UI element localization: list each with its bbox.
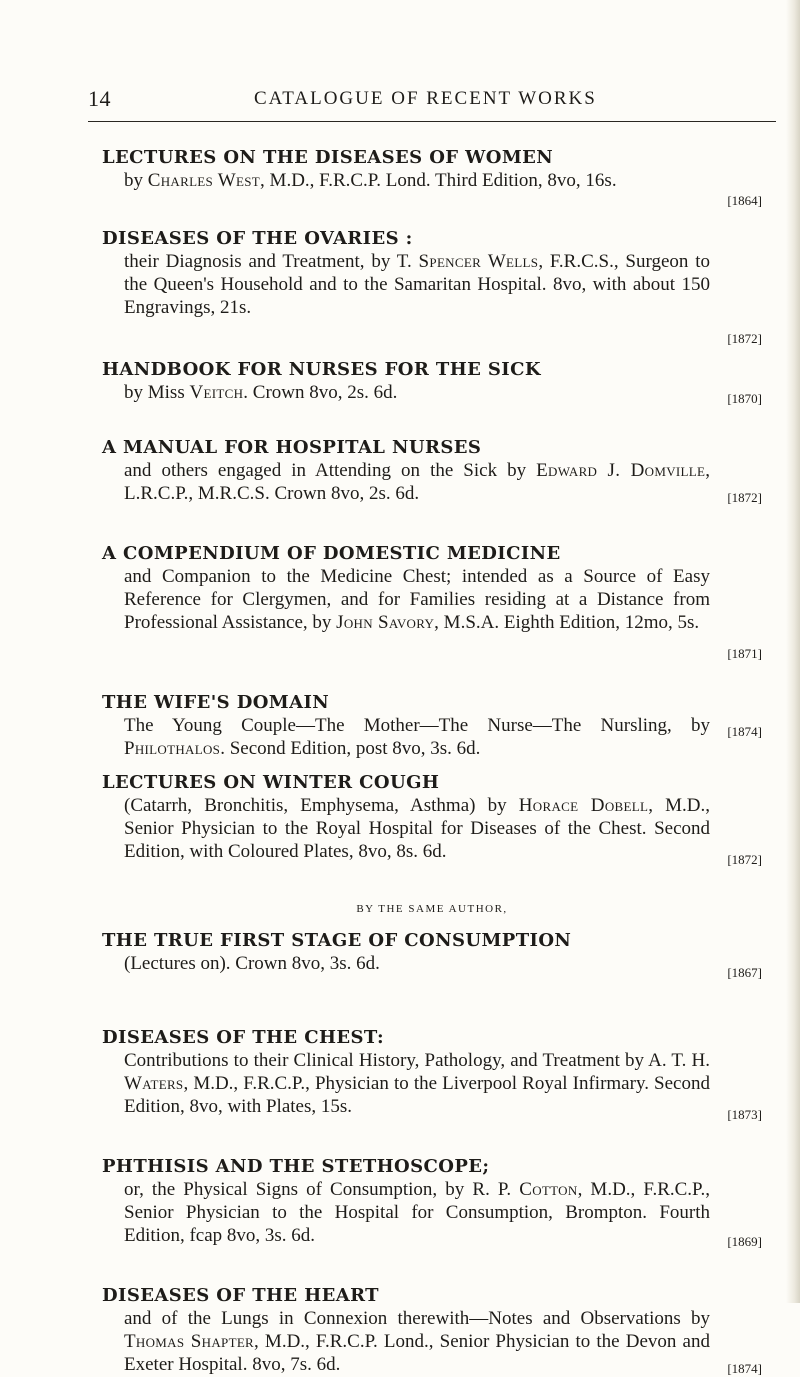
entry-year: [1867] <box>727 965 762 980</box>
entry-author: Spencer Wells <box>418 251 539 272</box>
entry-text-after-author: . Second Edition, post 8vo, 3s. 6d. <box>220 738 481 759</box>
entry-description <box>124 714 762 760</box>
entry-text-after-author: , F.R.C.S., Surgeon to the Queen's Household and to the Samaritan Hospital. 8vo, with about 150 Engravings, 21s. <box>124 251 710 318</box>
entry-title: PHTHISIS AND THE STETHOSCOPE; <box>102 1156 490 1177</box>
entry-text-after-author: , L.R.C.P., M.R.C.S. Crown 8vo, 2s. 6d. <box>124 460 710 504</box>
entry-title: A MANUAL FOR HOSPITAL NURSES <box>102 437 482 458</box>
entry-text-before-author: The Young Couple—The Mother—The Nurse—The Nursling, by <box>124 715 710 736</box>
entry-text-after-author: . Crown 8vo, 2s. 6d. <box>243 382 398 403</box>
catalogue-entry <box>102 437 762 505</box>
entry-description <box>124 565 762 634</box>
entry-text-after-author: , M.D., F.R.C.P. Lond. Third Edition, 8vo, 16s. <box>260 170 617 191</box>
entry-title: LECTURES ON WINTER COUGH <box>102 772 440 793</box>
catalogue-entry <box>102 930 762 980</box>
entry-author: Cotton <box>519 1179 578 1200</box>
entry-year: [1873] <box>727 1107 762 1122</box>
entry-text-after-author: , M.D., F.R.C.P., Physician to the Liverpool Royal Infirmary. Second Edition, 8vo, with Plates, 15s. <box>124 1073 710 1117</box>
catalogue-entry <box>102 543 762 661</box>
entry-text-after-author: , M.D., F.R.C.P., Senior Physician to the Hospital for Consumption, Brompton. Fourth Edition, fcap 8vo, 3s. 6d. <box>124 1179 710 1246</box>
entry-title: DISEASES OF THE HEART <box>102 1285 379 1306</box>
entry-description <box>124 1049 762 1118</box>
entry-year: [1871] <box>727 646 762 661</box>
entry-year: [1870] <box>727 391 762 406</box>
entry-author: Veitch <box>189 382 244 403</box>
entry-description <box>124 952 762 975</box>
entry-author: Philothalos <box>124 738 221 759</box>
entry-title: THE TRUE FIRST STAGE OF CONSUMPTION <box>102 930 572 951</box>
entry-year: [1869] <box>727 1234 762 1249</box>
entry-author: Charles West <box>147 170 261 191</box>
catalogue-entry <box>102 359 762 404</box>
entry-text-after-author: , M.D., F.R.C.P. Lond., Senior Physician to the Devon and Exeter Hospital. 8vo, 7s. 6d. <box>124 1331 710 1375</box>
entry-title: HANDBOOK FOR NURSES FOR THE SICK <box>102 359 541 380</box>
entry-text-before-author: their Diagnosis and Treatment, by T. <box>124 251 419 272</box>
page-edge-shadow <box>786 0 800 1303</box>
entry-author: Edward J. Domville <box>536 460 706 481</box>
catalogue-entry <box>102 1285 762 1376</box>
entry-text-before-author: by Miss <box>124 382 190 403</box>
entry-text-before-author: Contributions to their Clinical History, Pathology, and Treatment by A. T. H. <box>124 1050 710 1071</box>
entry-text-before-author: and of the Lungs in Connexion therewith—Notes and Observations by <box>124 1308 710 1329</box>
entry-title: A COMPENDIUM OF DOMESTIC MEDICINE <box>102 543 561 564</box>
catalogue-entry <box>102 772 762 867</box>
entry-text-before-author: (Lectures on). Crown 8vo, 3s. 6d. <box>124 953 380 974</box>
running-title: CATALOGUE OF RECENT WORKS <box>254 88 597 109</box>
entry-text-after-author: , M.S.A. Eighth Edition, 12mo, 5s. <box>434 612 700 633</box>
entry-description <box>124 250 762 319</box>
header-rule <box>88 121 776 122</box>
entry-year: [1864] <box>727 193 762 208</box>
entry-author: Thomas Shapter <box>124 1331 255 1352</box>
entry-description <box>124 794 762 863</box>
page-number: 14 <box>88 86 111 111</box>
catalogue-entry <box>102 1027 762 1122</box>
catalogue-entry <box>102 1156 762 1247</box>
entry-description <box>124 169 762 192</box>
entry-description <box>124 459 762 505</box>
page-header <box>88 86 780 118</box>
entry-year: [1872] <box>727 852 762 867</box>
entry-author: Waters <box>124 1073 184 1094</box>
entry-description <box>124 1178 762 1247</box>
entry-description <box>124 1307 762 1376</box>
entry-text-after-author: , M.D., Senior Physician to the Royal Hospital for Diseases of the Chest. Second Edition, with Coloured Plates, 8vo, 8s. 6d. <box>124 795 710 862</box>
entry-author: John Savory <box>336 612 435 633</box>
entry-year: [1872] <box>727 490 762 505</box>
entry-description <box>124 381 762 404</box>
catalogue-entry <box>102 147 762 208</box>
entry-title: DISEASES OF THE CHEST: <box>102 1027 385 1048</box>
entry-year: [1872] <box>727 331 762 346</box>
catalogue-entry <box>102 228 762 346</box>
entry-text-before-author: and Companion to the Medicine Chest; intended as a Source of Easy Reference for Clergymen, and for Families residing at a Distance from Professional Assistance, by <box>124 566 710 633</box>
entry-text-before-author: by <box>124 170 148 191</box>
entry-year: [1874] <box>727 724 762 739</box>
entry-text-before-author: or, the Physical Signs of Consumption, by R. P. <box>124 1179 520 1200</box>
entry-title: DISEASES OF THE OVARIES : <box>102 228 413 249</box>
by-same-author-note: BY THE SAME AUTHOR, <box>356 903 508 915</box>
entry-author: Horace Dobell <box>518 795 649 816</box>
entry-year: [1874] <box>727 1361 762 1376</box>
entry-title: LECTURES ON THE DISEASES OF WOMEN <box>102 147 554 168</box>
entry-title: THE WIFE'S DOMAIN <box>102 692 330 713</box>
catalogue-entry <box>102 692 762 760</box>
entry-text-before-author: and others engaged in Attending on the Sick by <box>124 460 537 481</box>
entry-text-before-author: (Catarrh, Bronchitis, Emphysema, Asthma) by <box>124 795 519 816</box>
